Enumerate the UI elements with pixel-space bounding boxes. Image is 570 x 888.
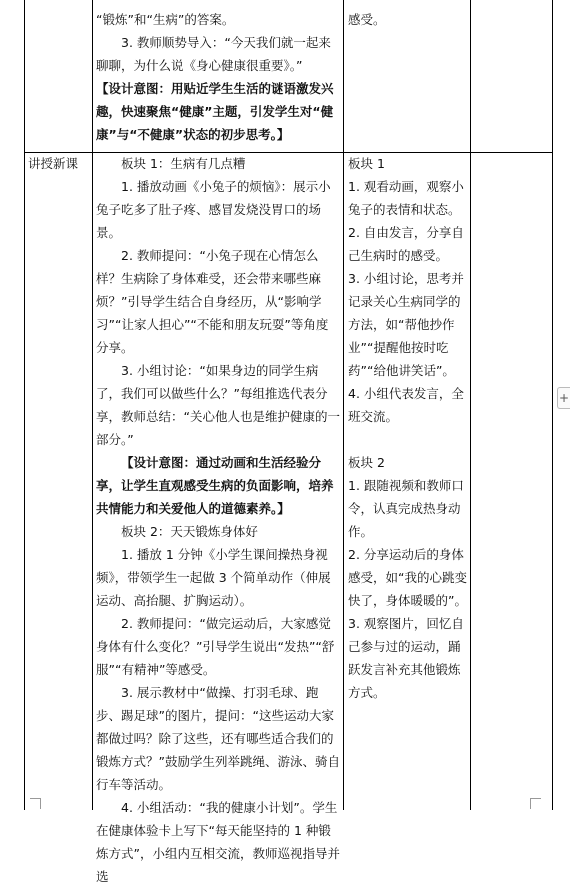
top-row-content-cell: [96, 8, 340, 146]
table-divider-3: [470, 0, 471, 810]
student-block1-step-2: 2. 自由发言，分享自己生病时的感受。: [348, 225, 464, 263]
student-spacer: [348, 428, 468, 451]
teacher-activity-cell: [96, 152, 340, 888]
section-label-cell: [28, 152, 92, 175]
block2-step-1: 1. 播放 1 分钟《小学生课间操热身视频》，带领学生一起做 3 个简单动作（伸展运动、高抬腿、扩胸运动）。: [96, 547, 331, 608]
block2-step-2: 2. 教师提问：“做完运动后，大家感觉身体有什么变化？”引导学生说出“发热”“舒服”“有精神”等感受。: [96, 616, 335, 677]
block1-step-1: 1. 播放动画《小兔子的烦恼》：展示小兔子吃多了肚子疼、感冒发烧没胃口的场景。: [96, 179, 331, 240]
student-block1-step-3: 3. 小组讨论，思考并记录关心生病同学的方法，如“帮他抄作业”“提醒他按时吃药”“给他讲笑话”。: [348, 271, 464, 378]
intro-line: “锻炼”和“生病”的答案。: [96, 12, 235, 27]
student-block2-step-3: 3. 观察图片，回忆自己参与过的运动，踊跃发言补充其他锻炼方式。: [348, 616, 464, 700]
table-divider-2: [343, 0, 344, 810]
intro-step-3: 3. 教师顺势导入：“今天我们就一起来聊聊，为什么说《身心健康很重要》。”: [96, 35, 331, 73]
student-block2-step-1: 1. 跟随视频和教师口令，认真完成热身动作。: [348, 478, 464, 539]
add-column-handle[interactable]: +: [557, 387, 570, 409]
student-block2-title: 板块 2: [348, 455, 385, 470]
table-border-right: [552, 0, 553, 810]
student-block2-step-2: 2. 分享运动后的身体感受，如“我的心跳变快了，身体暖暖的”。: [348, 547, 467, 608]
table-divider-1: [92, 0, 93, 810]
top-row-student-text: 感受。: [348, 12, 386, 27]
block2-step-3: 3. 展示教材中“做操、打羽毛球、跑步、踢足球”的图片，提问：“这些运动大家都做过吗？除了这些，还有哪些适合我们的锻炼方式？”鼓励学生列举跳绳、游泳、骑自行车等活动。: [96, 685, 340, 792]
block2-step-4: 4. 小组活动：“我的健康小计划”。学生在健康体验卡上写下“每天能坚持的 1 种锻炼方式”，小组内互相交流，教师巡视指导并选: [96, 800, 340, 884]
block1-step-2: 2. 教师提问：“小兔子现在心情怎么样？生病除了身体难受，还会带来哪些麻烦？”引导学生结合自身经历，从“影响学习”“让家人担心”“不能和朋友玩耍”等角度分享。: [96, 248, 329, 355]
student-activity-cell: [348, 152, 468, 704]
section-label: 讲授新课: [28, 156, 79, 171]
crop-mark-bottom-right: [530, 798, 541, 809]
block1-title: 板块 1：生病有几点糟: [121, 156, 246, 171]
block1-step-3: 3. 小组讨论：“如果身边的同学生病了，我们可以做些什么？”每组推选代表分享，教师总结：“关心他人也是维护健康的一部分。”: [96, 363, 340, 447]
student-block1-step-1: 1. 观看动画，观察小兔子的表情和状态。: [348, 179, 464, 217]
block2-title: 板块 2：天天锻炼身体好: [121, 524, 258, 539]
block1-design-intent: 【设计意图：通过动画和生活经验分享，让学生直观感受生病的负面影响，培养共情能力和关爱他人的道德素养。】: [96, 455, 334, 516]
top-row-student-cell: [348, 8, 468, 31]
intro-design-intent: 【设计意图：用贴近学生生活的谜语激发兴趣，快速聚焦“健康”主题，引发学生对“健康”与“不健康”状态的初步思考。】: [96, 81, 334, 142]
crop-mark-bottom-left: [30, 798, 41, 809]
student-block1-title: 板块 1: [348, 156, 385, 171]
student-block1-step-4: 4. 小组代表发言，全班交流。: [348, 386, 464, 424]
table-border-left: [24, 0, 25, 810]
